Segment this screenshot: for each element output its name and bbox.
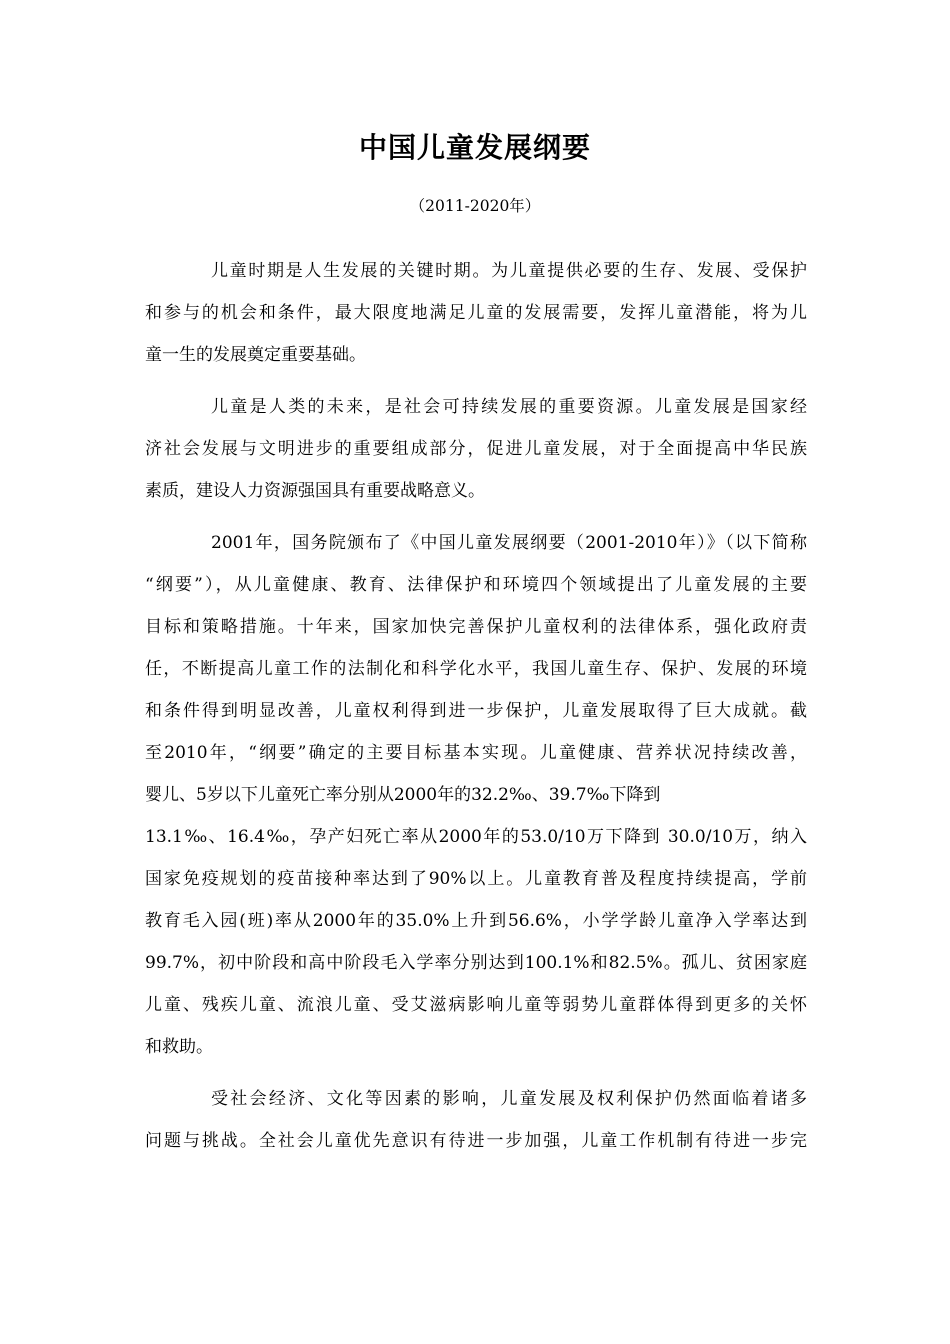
- text-line: 2001年，国务院颁布了《中国儿童发展纲要（2001-2010年）》（以下简称: [211, 533, 807, 553]
- text-line: 素质，建设人力资源强国具有重要战略意义。: [145, 481, 485, 501]
- document-subtitle: （2011-2020年）: [409, 197, 541, 215]
- text-line: 儿童、残疾儿童、流浪儿童、受艾滋病影响儿童等弱势儿童群体得到更多的关怀: [145, 995, 807, 1015]
- text-line: 13.1‰、16.4‰，孕产妇死亡率从2000年的53.0/10万下降到 30.0/10万，纳入: [145, 827, 807, 847]
- text-line: 至2010年，“纲要”确定的主要目标基本实现。儿童健康、营养状况持续改善，: [145, 743, 807, 763]
- text-line: 和救助。: [145, 1037, 213, 1057]
- text-line: “纲要”），从儿童健康、教育、法律保护和环境四个领域提出了儿童发展的主要: [145, 575, 807, 595]
- text-line: 问题与挑战。全社会儿童优先意识有待进一步加强，儿童工作机制有待进一步完: [145, 1131, 807, 1151]
- text-line: 任，不断提高儿童工作的法制化和科学化水平，我国儿童生存、保护、发展的环境: [145, 659, 807, 679]
- text-line: 99.7%，初中阶段和高中阶段毛入学率分别达到100.1%和82.5%。孤儿、贫困家庭: [145, 953, 807, 973]
- paragraph: [145, 386, 807, 512]
- paragraph: [145, 522, 807, 1068]
- text-line: 儿童是人类的未来，是社会可持续发展的重要资源。儿童发展是国家经: [211, 397, 807, 417]
- text-line: 受社会经济、文化等因素的影响，儿童发展及权利保护仍然面临着诸多: [211, 1089, 807, 1109]
- text-line: 和参与的机会和条件，最大限度地满足儿童的发展需要，发挥儿童潜能，将为儿: [145, 303, 807, 323]
- text-line: 童一生的发展奠定重要基础。: [145, 345, 366, 365]
- paragraph: [145, 250, 807, 376]
- text-line: 教育毛入园(班)率从2000年的35.0%上升到56.6%，小学学龄儿童净入学率达到: [145, 911, 807, 931]
- text-line: 济社会发展与文明进步的重要组成部分，促进儿童发展，对于全面提高中华民族: [145, 439, 807, 459]
- text-line: 和条件得到明显改善，儿童权利得到进一步保护，儿童发展取得了巨大成就。截: [145, 701, 807, 721]
- text-line: 目标和策略措施。十年来，国家加快完善保护儿童权利的法律体系，强化政府责: [145, 617, 807, 637]
- text-line: 婴儿、5岁以下儿童死亡率分别从2000年的32.2‰、39.7‰下降到: [145, 785, 661, 805]
- document-title: 中国儿童发展纲要: [358, 131, 591, 164]
- paragraph: [145, 1078, 807, 1162]
- document-body: [145, 250, 807, 1162]
- text-line: 儿童时期是人生发展的关键时期。为儿童提供必要的生存、发展、受保护: [211, 261, 807, 281]
- text-line: 国家免疫规划的疫苗接种率达到了90%以上。儿童教育普及程度持续提高，学前: [145, 869, 807, 889]
